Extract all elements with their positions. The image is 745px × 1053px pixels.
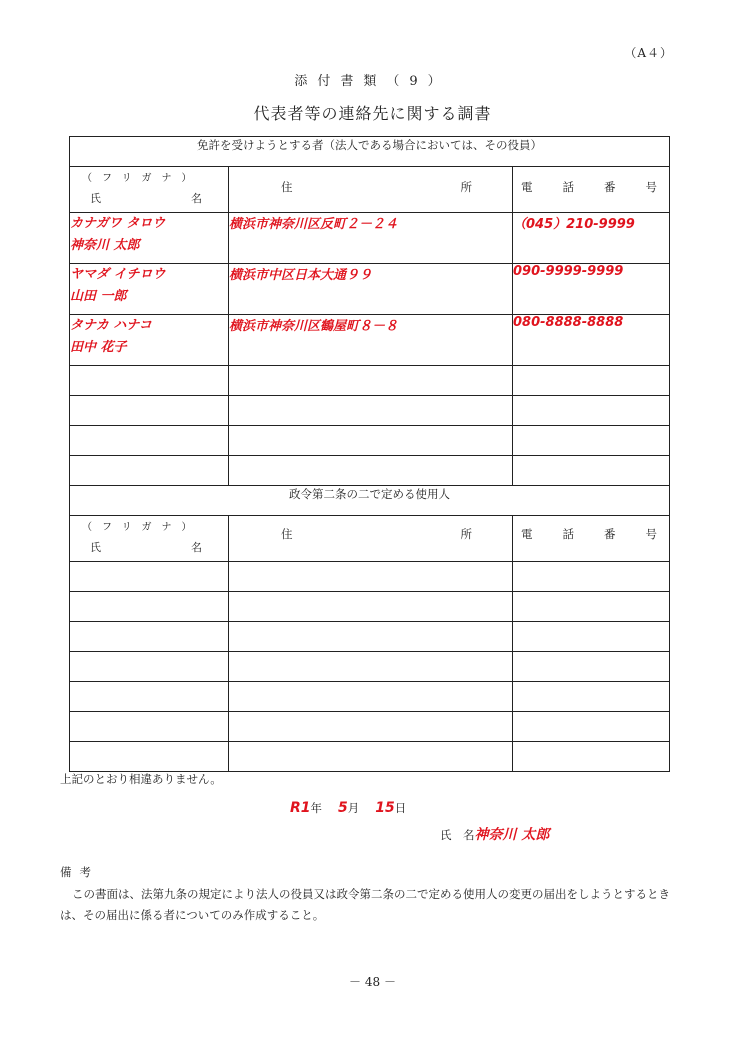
table-row-empty [70, 562, 670, 592]
name-column-header [70, 516, 229, 562]
address-value: 横浜市神奈川区反町２－２４ [229, 217, 399, 232]
address-cell[interactable] [229, 366, 513, 396]
table-row-empty [70, 682, 670, 712]
name-cell[interactable] [70, 592, 229, 622]
name-value: 山田 一郎 [70, 289, 127, 304]
address-cell[interactable] [229, 562, 513, 592]
tel-cell[interactable] [513, 213, 670, 264]
tel-cell[interactable] [513, 592, 670, 622]
table-row-empty [70, 742, 670, 772]
section2-header-row [70, 486, 670, 516]
tel-cell[interactable] [513, 682, 670, 712]
address-column-header [229, 516, 513, 562]
tel-label-3: 番 [604, 527, 616, 541]
year-label: 年 [310, 801, 323, 815]
furigana-label: （フリガナ） [82, 173, 202, 184]
tel-label-1: 電 [521, 527, 533, 541]
address-cell[interactable] [229, 592, 513, 622]
tel-value: 090-9999-9999 [513, 264, 624, 279]
address-cell[interactable] [229, 652, 513, 682]
tel-cell[interactable] [513, 366, 670, 396]
tel-cell[interactable] [513, 396, 670, 426]
tel-cell[interactable] [513, 652, 670, 682]
address-label-b: 所 [460, 527, 472, 541]
table-row-empty [70, 652, 670, 682]
tel-cell[interactable] [513, 562, 670, 592]
address-cell[interactable] [229, 712, 513, 742]
address-cell[interactable] [229, 456, 513, 486]
section1-header-row [70, 137, 670, 167]
attachment-title: 添付書類（9） [294, 74, 451, 89]
confirmation-text: 上記のとおり相違ありません。 [60, 772, 222, 786]
name-cell[interactable] [70, 264, 229, 315]
table-row-empty [70, 396, 670, 426]
furigana-label: （フリガナ） [82, 522, 202, 533]
paper-size-label: （A４） [624, 46, 673, 60]
address-column-header [229, 167, 513, 213]
table-row [70, 213, 670, 264]
month-label: 月 [347, 801, 360, 815]
name-label-a: 氏 [90, 192, 101, 205]
tel-value: 080-8888-8888 [513, 315, 624, 330]
section2-column-header-row [70, 516, 670, 562]
table-row [70, 264, 670, 315]
section1-column-header-row [70, 167, 670, 213]
address-label-a: 住 [281, 527, 293, 541]
tel-cell[interactable] [513, 426, 670, 456]
tel-cell[interactable] [513, 742, 670, 772]
address-cell[interactable] [229, 426, 513, 456]
address-value: 横浜市神奈川区鶴屋町８－８ [229, 319, 399, 334]
name-cell[interactable] [70, 426, 229, 456]
remarks-title: 備考 [60, 865, 99, 879]
date-field [290, 800, 406, 816]
address-cell[interactable] [229, 622, 513, 652]
kana-value: カナガワ タロウ [70, 216, 166, 231]
month-value[interactable]: 5 [338, 800, 348, 816]
name-cell[interactable] [70, 456, 229, 486]
address-cell[interactable] [229, 742, 513, 772]
address-label-a: 住 [281, 180, 293, 194]
tel-cell[interactable] [513, 456, 670, 486]
table-row-empty [70, 456, 670, 486]
table-row-empty [70, 426, 670, 456]
name-label-b: 名 [191, 541, 202, 554]
section1-title: 免許を受けようとする者（法人である場合においては、その役員） [70, 137, 670, 167]
day-value[interactable]: 15 [375, 800, 395, 816]
signature-name-value[interactable]: 神奈川 太郎 [474, 827, 550, 843]
name-cell[interactable] [70, 622, 229, 652]
name-value: 田中 花子 [70, 340, 127, 355]
tel-label-2: 話 [562, 527, 574, 541]
tel-cell[interactable] [513, 712, 670, 742]
address-cell[interactable] [229, 396, 513, 426]
tel-column-header [513, 516, 670, 562]
address-cell[interactable] [229, 682, 513, 712]
signature-label: 氏 名 [440, 828, 475, 842]
table-row-empty [70, 366, 670, 396]
address-label-b: 所 [460, 180, 472, 194]
contact-table [69, 136, 670, 772]
tel-value: （045）210-9999 [513, 217, 635, 232]
era-year-value[interactable]: R1 [290, 800, 311, 816]
name-cell[interactable] [70, 682, 229, 712]
address-value: 横浜市中区日本大通９９ [229, 268, 373, 283]
tel-label-4: 号 [645, 527, 657, 541]
tel-column-header [513, 167, 670, 213]
day-label: 日 [394, 801, 407, 815]
address-cell[interactable] [229, 264, 513, 315]
address-cell[interactable] [229, 213, 513, 264]
remarks-text: この書面は、法第九条の規定により法人の役員又は政令第二条の二で定める使用人の変更の届出をしようとするときは、その届出に係る者についてのみ作成すること。 [60, 887, 670, 922]
signature-field [440, 824, 549, 844]
address-cell[interactable] [229, 315, 513, 366]
tel-cell[interactable] [513, 264, 670, 315]
tel-label-4: 号 [645, 180, 657, 194]
page-number: － 48 － [349, 975, 396, 989]
table-row [70, 315, 670, 366]
table-row-empty [70, 622, 670, 652]
name-cell[interactable] [70, 712, 229, 742]
name-column-header [70, 167, 229, 213]
document-title: 代表者等の連絡先に関する調書 [253, 104, 492, 123]
name-cell[interactable] [70, 742, 229, 772]
kana-value: タナカ ハナコ [70, 318, 152, 333]
table-row-empty [70, 592, 670, 622]
name-cell[interactable] [70, 396, 229, 426]
table-row-empty [70, 712, 670, 742]
name-cell[interactable] [70, 366, 229, 396]
name-value: 神奈川 太郎 [70, 238, 140, 253]
tel-cell[interactable] [513, 315, 670, 366]
tel-label-1: 電 [521, 180, 533, 194]
name-cell[interactable] [70, 213, 229, 264]
tel-label-3: 番 [604, 180, 616, 194]
tel-label-2: 話 [562, 180, 574, 194]
section2-title: 政令第二条の二で定める使用人 [70, 486, 670, 516]
name-cell[interactable] [70, 562, 229, 592]
name-cell[interactable] [70, 652, 229, 682]
name-label-b: 名 [191, 192, 202, 205]
name-cell[interactable] [70, 315, 229, 366]
tel-cell[interactable] [513, 622, 670, 652]
kana-value: ヤマダ イチロウ [70, 267, 166, 282]
name-label-a: 氏 [90, 541, 101, 554]
